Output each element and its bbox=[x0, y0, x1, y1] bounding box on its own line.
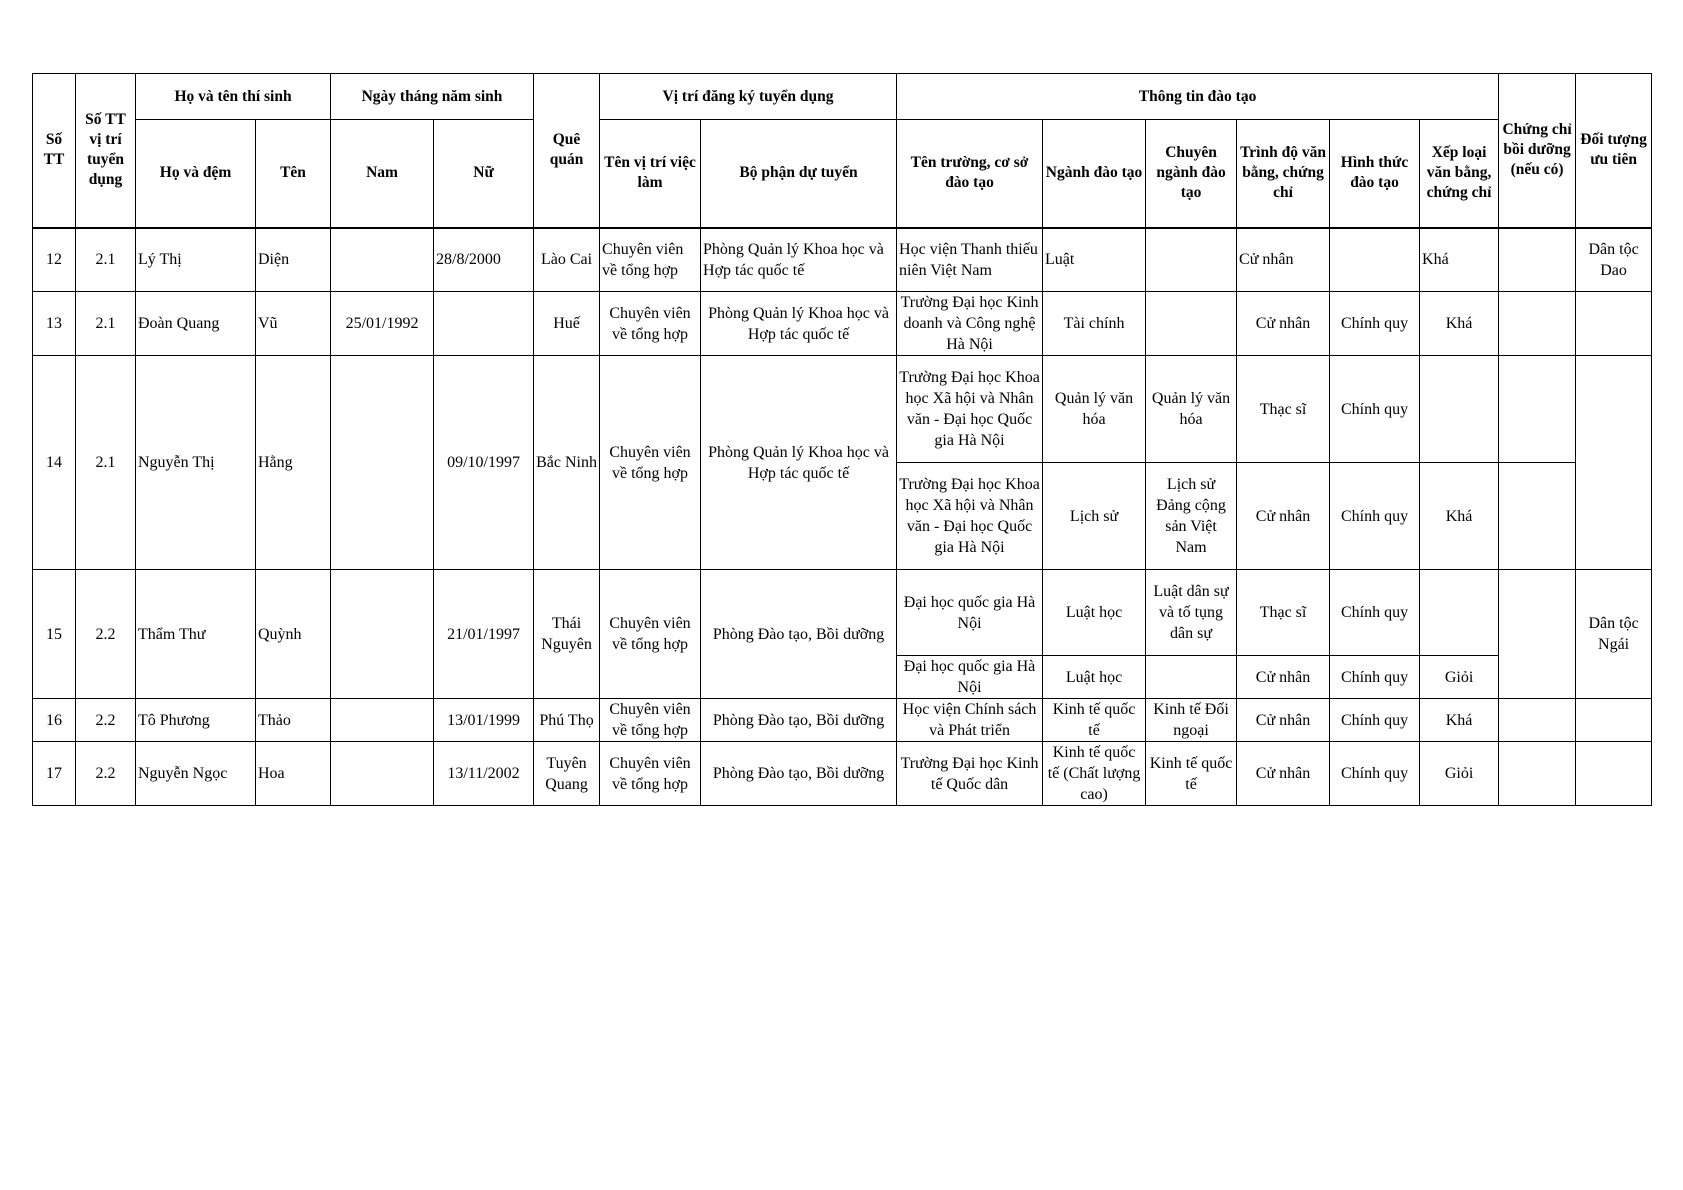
cell-vitri-stt: 2.2 bbox=[76, 742, 136, 806]
candidate-table bbox=[32, 73, 1652, 806]
cell-nu: 13/01/1999 bbox=[434, 699, 534, 742]
cell-trinhdo: Cử nhân bbox=[1237, 656, 1330, 699]
header-chuyennganh: Chuyên ngành đào tạo bbox=[1146, 120, 1237, 228]
header-ngaysinh-group: Ngày tháng năm sinh bbox=[331, 74, 534, 120]
cell-trinhdo: Thạc sĩ bbox=[1237, 356, 1330, 463]
cell-nu: 09/10/1997 bbox=[434, 356, 534, 570]
cell-hinhthuc: Chính quy bbox=[1330, 356, 1420, 463]
cell-bophan: Phòng Quản lý Khoa học và Hợp tác quốc tế bbox=[701, 292, 897, 356]
cell-stt: 15 bbox=[33, 570, 76, 699]
cell-chuyennganh: Luật dân sự và tố tụng dân sự bbox=[1146, 570, 1237, 656]
cell-truong: Học viện Thanh thiếu niên Việt Nam bbox=[897, 228, 1043, 292]
cell-nganh: Luật học bbox=[1043, 570, 1146, 656]
cell-ten: Thảo bbox=[256, 699, 331, 742]
header-vitri-group: Vị trí đăng ký tuyển dụng bbox=[600, 74, 897, 120]
cell-nam bbox=[331, 742, 434, 806]
cell-truong: Học viện Chính sách và Phát triển bbox=[897, 699, 1043, 742]
cell-nu bbox=[434, 292, 534, 356]
header-nganh: Ngành đào tạo bbox=[1043, 120, 1146, 228]
cell-ten-vitri: Chuyên viên về tổng hợp bbox=[600, 742, 701, 806]
header-bophan: Bộ phận dự tuyển bbox=[701, 120, 897, 228]
cell-hinhthuc: Chính quy bbox=[1330, 656, 1420, 699]
cell-nganh: Tài chính bbox=[1043, 292, 1146, 356]
cell-chuyennganh: Kinh tế quốc tế bbox=[1146, 742, 1237, 806]
cell-chungchi bbox=[1499, 228, 1576, 292]
header-truong: Tên trường, cơ sở đào tạo bbox=[897, 120, 1043, 228]
cell-trinhdo: Cử nhân bbox=[1237, 742, 1330, 806]
cell-nam: 25/01/1992 bbox=[331, 292, 434, 356]
cell-hodem: Đoàn Quang bbox=[136, 292, 256, 356]
cell-truong: Trường Đại học Khoa học Xã hội và Nhân văn - Đại học Quốc gia Hà Nội bbox=[897, 463, 1043, 570]
header-chungchi: Chứng chỉ bồi dưỡng (nếu có) bbox=[1499, 74, 1576, 228]
cell-nganh: Luật bbox=[1043, 228, 1146, 292]
cell-chuyennganh: Quản lý văn hóa bbox=[1146, 356, 1237, 463]
cell-truong: Trường Đại học Kinh doanh và Công nghệ Hà Nội bbox=[897, 292, 1043, 356]
cell-nganh: Lịch sử bbox=[1043, 463, 1146, 570]
cell-nam bbox=[331, 570, 434, 699]
cell-chungchi bbox=[1499, 699, 1576, 742]
cell-stt: 16 bbox=[33, 699, 76, 742]
cell-stt: 12 bbox=[33, 228, 76, 292]
cell-vitri-stt: 2.1 bbox=[76, 292, 136, 356]
header-daotao-group: Thông tin đào tạo bbox=[897, 74, 1499, 120]
cell-nam bbox=[331, 356, 434, 570]
cell-quequan: Lào Cai bbox=[534, 228, 600, 292]
cell-quequan: Bắc Ninh bbox=[534, 356, 600, 570]
cell-chuyennganh: Lịch sử Đảng cộng sản Việt Nam bbox=[1146, 463, 1237, 570]
cell-chuyennganh bbox=[1146, 292, 1237, 356]
cell-xeploai: Khá bbox=[1420, 463, 1499, 570]
cell-truong: Đại học quốc gia Hà Nội bbox=[897, 570, 1043, 656]
table-row bbox=[33, 742, 1652, 806]
cell-hinhthuc: Chính quy bbox=[1330, 570, 1420, 656]
cell-vitri-stt: 2.1 bbox=[76, 356, 136, 570]
cell-nganh: Quản lý văn hóa bbox=[1043, 356, 1146, 463]
cell-doituong bbox=[1576, 356, 1652, 570]
cell-truong: Trường Đại học Khoa học Xã hội và Nhân văn - Đại học Quốc gia Hà Nội bbox=[897, 356, 1043, 463]
header-stt: Số TT bbox=[33, 74, 76, 228]
header-ten: Tên bbox=[256, 120, 331, 228]
header-ten-vitri: Tên vị trí việc làm bbox=[600, 120, 701, 228]
header-nu: Nữ bbox=[434, 120, 534, 228]
cell-xeploai: Khá bbox=[1420, 699, 1499, 742]
cell-nganh: Kinh tế quốc tế (Chất lượng cao) bbox=[1043, 742, 1146, 806]
cell-trinhdo: Cử nhân bbox=[1237, 699, 1330, 742]
cell-hodem: Tô Phương bbox=[136, 699, 256, 742]
cell-vitri-stt: 2.2 bbox=[76, 699, 136, 742]
cell-hinhthuc bbox=[1330, 228, 1420, 292]
cell-trinhdo: Cử nhân bbox=[1237, 228, 1330, 292]
header-hodem: Họ và đệm bbox=[136, 120, 256, 228]
cell-bophan: Phòng Quản lý Khoa học và Hợp tác quốc tế bbox=[701, 356, 897, 570]
cell-nu: 21/01/1997 bbox=[434, 570, 534, 699]
cell-hodem: Nguyễn Thị bbox=[136, 356, 256, 570]
cell-xeploai: Giỏi bbox=[1420, 656, 1499, 699]
cell-ten-vitri: Chuyên viên về tổng hợp bbox=[600, 228, 701, 292]
cell-quequan: Phú Thọ bbox=[534, 699, 600, 742]
header-xeploai: Xếp loại văn bằng, chứng chỉ bbox=[1420, 120, 1499, 228]
cell-chungchi bbox=[1499, 356, 1576, 463]
header-hinhthuc: Hình thức đào tạo bbox=[1330, 120, 1420, 228]
cell-quequan: Thái Nguyên bbox=[534, 570, 600, 699]
cell-hodem: Lý Thị bbox=[136, 228, 256, 292]
header-quequan: Quê quán bbox=[534, 74, 600, 228]
cell-truong: Đại học quốc gia Hà Nội bbox=[897, 656, 1043, 699]
header-doituong: Đối tượng ưu tiên bbox=[1576, 74, 1652, 228]
cell-xeploai: Khá bbox=[1420, 292, 1499, 356]
cell-trinhdo: Cử nhân bbox=[1237, 463, 1330, 570]
cell-chungchi bbox=[1499, 742, 1576, 806]
cell-doituong: Dân tộc Dao bbox=[1576, 228, 1652, 292]
cell-ten-vitri: Chuyên viên về tổng hợp bbox=[600, 292, 701, 356]
cell-ten-vitri: Chuyên viên về tổng hợp bbox=[600, 699, 701, 742]
cell-bophan: Phòng Quản lý Khoa học và Hợp tác quốc tế bbox=[701, 228, 897, 292]
cell-chungchi bbox=[1499, 463, 1576, 570]
table-row bbox=[33, 292, 1652, 356]
table-row bbox=[33, 228, 1652, 292]
header-stt-vitri: Số TT vị trí tuyển dụng bbox=[76, 74, 136, 228]
header-nam: Nam bbox=[331, 120, 434, 228]
cell-stt: 13 bbox=[33, 292, 76, 356]
cell-hodem: Nguyễn Ngọc bbox=[136, 742, 256, 806]
cell-vitri-stt: 2.1 bbox=[76, 228, 136, 292]
cell-bophan: Phòng Đào tạo, Bồi dưỡng bbox=[701, 570, 897, 699]
cell-ten: Diện bbox=[256, 228, 331, 292]
cell-truong: Trường Đại học Kinh tế Quốc dân bbox=[897, 742, 1043, 806]
cell-trinhdo: Cử nhân bbox=[1237, 292, 1330, 356]
cell-doituong bbox=[1576, 742, 1652, 806]
cell-xeploai: Giỏi bbox=[1420, 742, 1499, 806]
cell-chuyennganh bbox=[1146, 228, 1237, 292]
cell-chungchi bbox=[1499, 292, 1576, 356]
cell-hinhthuc: Chính quy bbox=[1330, 292, 1420, 356]
cell-hinhthuc: Chính quy bbox=[1330, 699, 1420, 742]
document-page bbox=[32, 73, 1652, 806]
cell-nam bbox=[331, 699, 434, 742]
table-row bbox=[33, 570, 1652, 656]
cell-hodem: Thẩm Thư bbox=[136, 570, 256, 699]
cell-ten: Quỳnh bbox=[256, 570, 331, 699]
cell-ten: Vũ bbox=[256, 292, 331, 356]
cell-ten-vitri: Chuyên viên về tổng hợp bbox=[600, 356, 701, 570]
cell-bophan: Phòng Đào tạo, Bồi dưỡng bbox=[701, 742, 897, 806]
cell-xeploai bbox=[1420, 570, 1499, 656]
table-row bbox=[33, 699, 1652, 742]
cell-hinhthuc: Chính quy bbox=[1330, 742, 1420, 806]
cell-ten: Hằng bbox=[256, 356, 331, 570]
cell-xeploai: Khá bbox=[1420, 228, 1499, 292]
cell-nganh: Luật học bbox=[1043, 656, 1146, 699]
cell-nam bbox=[331, 228, 434, 292]
cell-nu: 28/8/2000 bbox=[434, 228, 534, 292]
cell-chungchi bbox=[1499, 570, 1576, 699]
cell-hinhthuc: Chính quy bbox=[1330, 463, 1420, 570]
cell-chuyennganh: Kinh tế Đối ngoại bbox=[1146, 699, 1237, 742]
cell-ten: Hoa bbox=[256, 742, 331, 806]
cell-stt: 14 bbox=[33, 356, 76, 570]
table-row bbox=[33, 356, 1652, 463]
cell-trinhdo: Thạc sĩ bbox=[1237, 570, 1330, 656]
cell-doituong: Dân tộc Ngái bbox=[1576, 570, 1652, 699]
cell-xeploai bbox=[1420, 356, 1499, 463]
cell-doituong bbox=[1576, 699, 1652, 742]
cell-vitri-stt: 2.2 bbox=[76, 570, 136, 699]
cell-nu: 13/11/2002 bbox=[434, 742, 534, 806]
cell-nganh: Kinh tế quốc tế bbox=[1043, 699, 1146, 742]
cell-doituong bbox=[1576, 292, 1652, 356]
cell-bophan: Phòng Đào tạo, Bồi dưỡng bbox=[701, 699, 897, 742]
cell-quequan: Tuyên Quang bbox=[534, 742, 600, 806]
cell-chuyennganh bbox=[1146, 656, 1237, 699]
cell-ten-vitri: Chuyên viên về tổng hợp bbox=[600, 570, 701, 699]
header-trinhdo: Trình độ văn bằng, chứng chỉ bbox=[1237, 120, 1330, 228]
header-hoten-group: Họ và tên thí sinh bbox=[136, 74, 331, 120]
cell-quequan: Huế bbox=[534, 292, 600, 356]
cell-stt: 17 bbox=[33, 742, 76, 806]
